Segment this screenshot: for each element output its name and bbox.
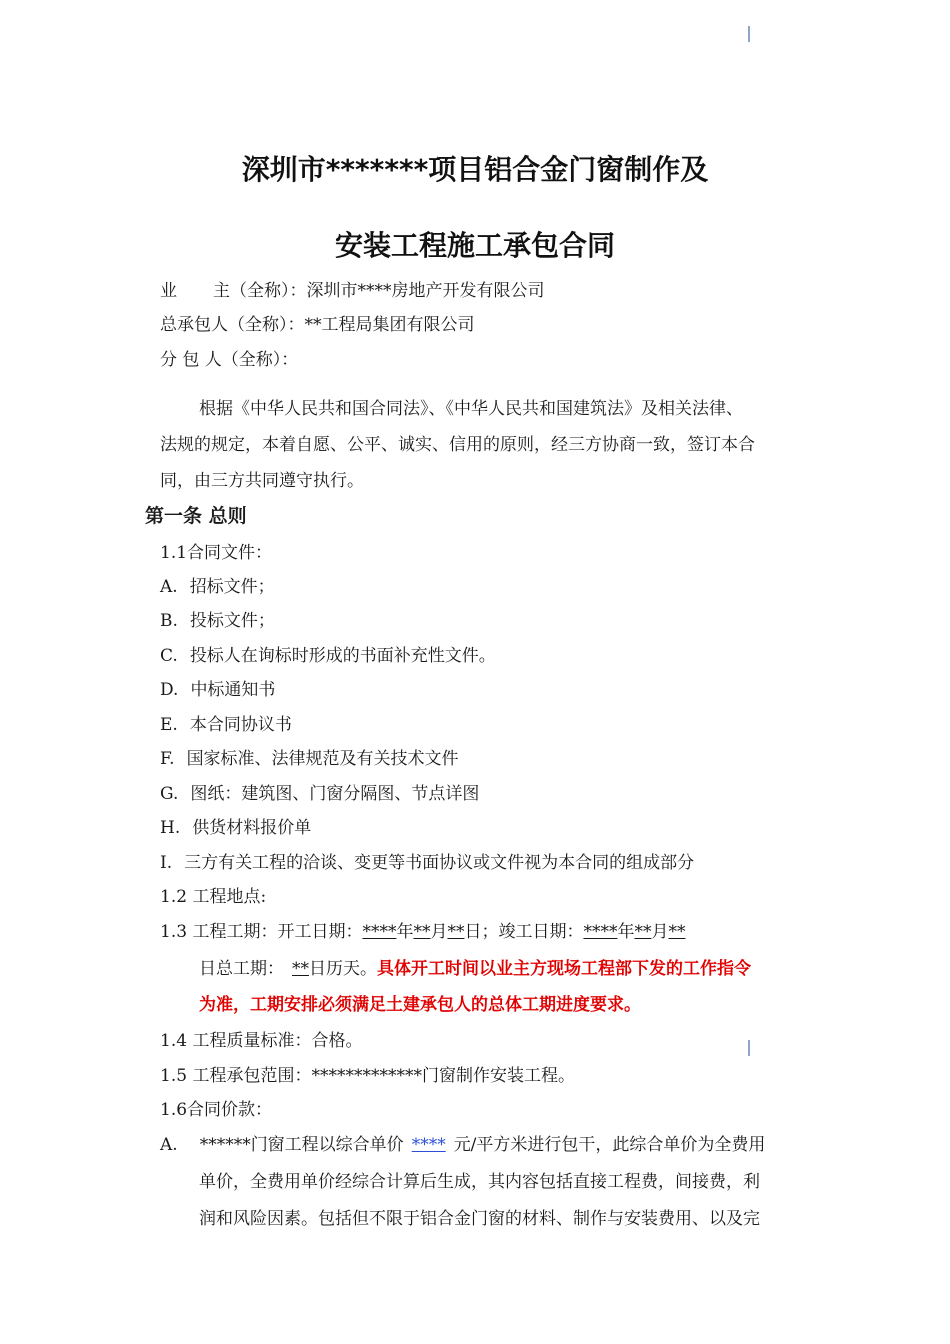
- doc-item-b: [160, 610, 275, 632]
- year-unit: 年: [396, 922, 414, 942]
- header-mark: [748, 26, 750, 42]
- month-unit: 月: [430, 922, 448, 942]
- unit-price: ****: [411, 1135, 446, 1155]
- doc-item-a: [160, 576, 275, 598]
- doc-text: 中标通知书: [190, 680, 276, 700]
- doc-letter: F.: [160, 749, 175, 769]
- schedule-label: 1.3 工程工期：开工日期：: [160, 922, 363, 942]
- doc-item-h: [160, 817, 311, 839]
- preamble-line-3: 同，由三方共同遵守执行。: [160, 471, 364, 491]
- doc-letter: A.: [160, 577, 178, 597]
- doc-text: 图纸：建筑图、门窗分隔图、节点详图: [190, 784, 480, 804]
- schedule-note-2: 为准，工期安排必须满足土建承包人的总体工期进度要求。: [199, 995, 641, 1015]
- doc-item-d: [160, 679, 275, 701]
- doc-item-f: [160, 748, 459, 770]
- gc-label: 总承包人（全称）：: [160, 315, 305, 335]
- doc-letter: B.: [160, 611, 178, 631]
- title-line-1: 深圳市*******项目铝合金门窗制作及: [241, 153, 709, 186]
- gc-value: **工程局集团有限公司: [304, 315, 475, 335]
- gc-line: [160, 314, 475, 336]
- section-1-1: 1.1合同文件：: [160, 543, 273, 563]
- section-1-3-cont: [199, 958, 751, 980]
- doc-letter: C.: [160, 646, 178, 666]
- section-1-6: 1.6合同价款：: [160, 1100, 273, 1120]
- end-month: **: [634, 922, 652, 942]
- price-before: ******门窗工程以综合单价: [199, 1135, 404, 1155]
- doc-text: 招标文件；: [189, 577, 275, 597]
- doc-item-g: [160, 783, 479, 805]
- end-day: **: [668, 922, 686, 942]
- section-1-5: 1.5 工程承包范围：*************门窗制作安装工程。: [160, 1066, 575, 1086]
- section-1-3: [160, 921, 685, 943]
- doc-letter: E.: [160, 715, 178, 735]
- schedule-note-1: 具体开工时间以业主方现场工程部下发的工作指令: [377, 959, 751, 979]
- article1-heading: 第一条 总则: [145, 505, 247, 527]
- doc-text: 供货材料报价单: [192, 818, 312, 838]
- doc-letter: G.: [160, 784, 179, 804]
- doc-text: 投标人在询标时形成的书面补充性文件。: [189, 646, 496, 666]
- owner-line: [160, 280, 545, 302]
- month-unit: 月: [651, 922, 669, 942]
- end-year: ****: [583, 922, 618, 942]
- price-letter: A.: [160, 1135, 178, 1155]
- owner-label-b: 主（全称）：: [213, 281, 307, 301]
- sub-label: 分 包 人（全称）：: [160, 350, 299, 370]
- section-1-4: 1.4 工程质量标准：合格。: [160, 1031, 363, 1051]
- doc-letter: H.: [160, 818, 181, 838]
- doc-letter: D.: [160, 680, 179, 700]
- section-1-6a-line-2: 单价，全费用单价经综合计算后生成，其内容包括直接工程费，间接费，利: [199, 1172, 760, 1192]
- total-label: 日总工期：: [199, 959, 284, 979]
- doc-text: 三方有关工程的洽谈、变更等书面协议或文件视为本合同的组成部分: [184, 853, 695, 873]
- days-unit: 日历天。: [309, 959, 377, 979]
- owner-value: 深圳市****房地产开发有限公司: [306, 281, 545, 301]
- doc-text: 国家标准、法律规范及有关技术文件: [186, 749, 459, 769]
- day-separator: 日；竣工日期：: [464, 922, 584, 942]
- doc-letter: I.: [160, 853, 173, 873]
- doc-item-c: [160, 645, 496, 667]
- body-mark: [748, 1040, 750, 1056]
- title-line-2: 安装工程施工承包合同: [334, 229, 615, 262]
- sub-line: [160, 349, 298, 371]
- doc-item-e: [160, 714, 292, 736]
- start-year: ****: [362, 922, 397, 942]
- start-month: **: [413, 922, 431, 942]
- section-1-2: 1.2 工程地点:: [160, 887, 267, 907]
- year-unit: 年: [617, 922, 635, 942]
- section-1-6a: [160, 1134, 765, 1156]
- owner-label-a: 业: [160, 281, 177, 301]
- doc-text: 本合同协议书: [189, 715, 292, 735]
- preamble-line-2: 法规的规定，本着自愿、公平、诚实、信用的原则，经三方协商一致，签订本合: [160, 435, 755, 455]
- section-1-6a-line-3: 润和风险因素。包括但不限于铝合金门窗的材料、制作与安装费用、以及完: [199, 1209, 760, 1229]
- price-after: 元/平方米进行包干，此综合单价为全费用: [453, 1135, 766, 1155]
- total-days: **: [292, 959, 309, 979]
- preamble-line-1: 根据《中华人民共和国合同法》、《中华人民共和国建筑法》及相关法律、: [199, 399, 743, 419]
- doc-item-i: [160, 852, 694, 874]
- doc-text: 投标文件；: [189, 611, 275, 631]
- start-day: **: [447, 922, 465, 942]
